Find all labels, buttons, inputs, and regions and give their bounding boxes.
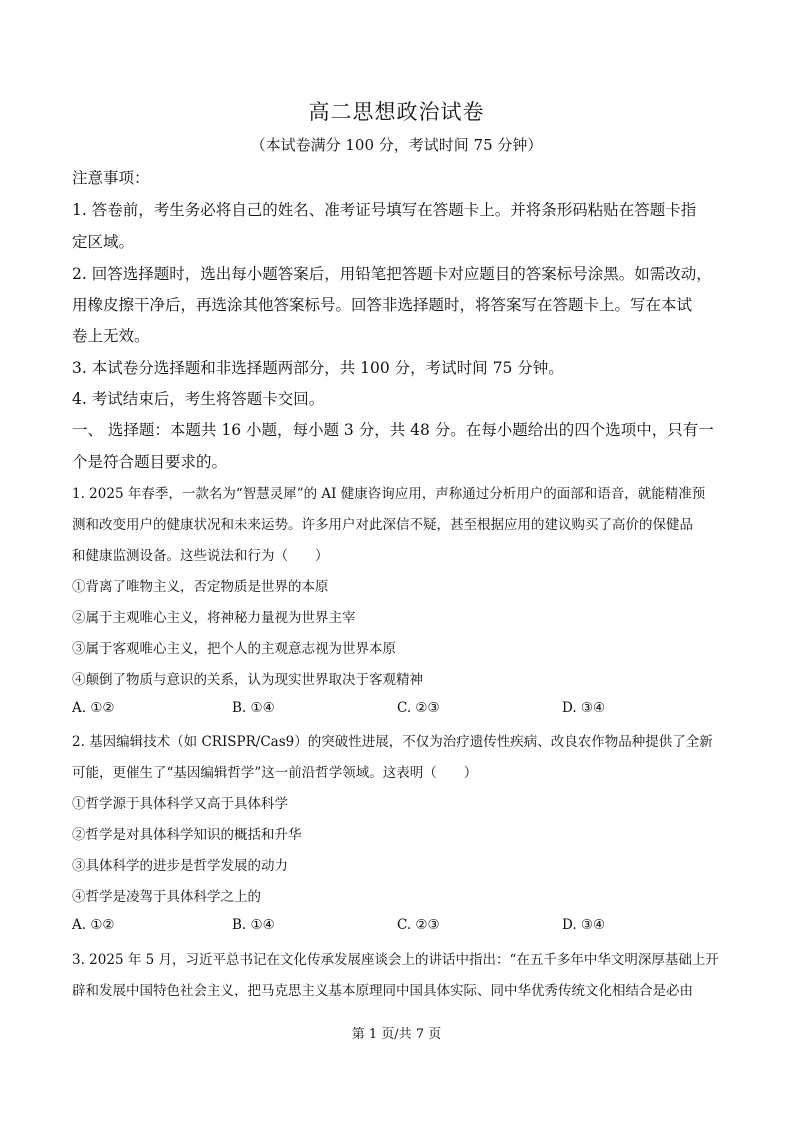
option-a: A. ①② (72, 917, 115, 933)
option-c: C. ②③ (397, 917, 440, 933)
question-2-item: ①哲学源于具体科学又高于具体科学 (72, 796, 288, 812)
question-2-stem: 可能，更催生了“基因编辑哲学”这一前沿哲学领域。这表明（ ） (72, 765, 478, 781)
notice-heading: 注意事项： (72, 169, 150, 187)
question-1-item: ②属于主观唯心主义，将神秘力量视为世界主宰 (72, 610, 356, 626)
question-1-item: ①背离了唯物主义，否定物质是世界的本原 (72, 579, 329, 595)
question-3-stem: 辟和发展中国特色社会主义，把马克思主义基本原理同中国具体实际、同中华优秀传统文化相结合是必由 (72, 983, 693, 999)
question-2-options (72, 917, 732, 937)
notice-line: 1. 答卷前，考生务必将自己的姓名、准考证号填写在答题卡上。并将条形码粘贴在答题卡指 (72, 201, 697, 219)
question-2-item: ③具体科学的进步是哲学发展的动力 (72, 858, 288, 874)
option-a: A. ①② (72, 700, 115, 716)
notice-line: 卷上无效。 (72, 327, 150, 345)
section-heading: 一、 选择题：本题共 16 小题，每小题 3 分，共 48 分。在每小题给出的四个选项中，只有一 (72, 421, 714, 439)
notice-line: 用橡皮擦干净后，再选涂其他答案标号。回答非选择题时，将答案写在答题卡上。写在本试 (72, 296, 693, 314)
page-title: 高二思想政治试卷 (308, 100, 485, 124)
option-b: B. ①④ (232, 917, 275, 933)
question-2-item: ④哲学是凌驾于具体科学之上的 (72, 889, 261, 905)
notice-line: 4. 考试结束后，考生将答题卡交回。 (72, 390, 325, 408)
page-subtitle: （本试卷满分 100 分，考试时间 75 分钟） (250, 136, 543, 154)
question-2-item: ②哲学是对具体科学知识的概括和升华 (72, 827, 302, 843)
page-number: 第 1 页/共 7 页 (351, 1027, 442, 1042)
option-c: C. ②③ (397, 700, 440, 716)
question-1-stem: 和健康监测设备。这些说法和行为（ ） (72, 548, 329, 564)
option-d: D. ③④ (562, 917, 606, 933)
question-1-stem: 1. 2025 年春季，一款名为“智慧灵犀”的 AI 健康咨询应用，声称通过分析用户的面部和语音，就能精准预 (72, 486, 706, 502)
option-d: D. ③④ (562, 700, 606, 716)
question-1-item: ④颠倒了物质与意识的关系，认为现实世界取决于客观精神 (72, 672, 423, 688)
notice-line: 3. 本试卷分选择题和非选择题两部分，共 100 分，考试时间 75 分钟。 (72, 359, 564, 377)
question-2-stem: 2. 基因编辑技术（如 CRISPR/Cas9）的突破性进展，不仅为治疗遗传性疾病、改良农作物品种提供了全新 (72, 734, 713, 750)
question-3-stem: 3. 2025 年 5 月，习近平总书记在文化传承发展座谈会上的讲话中指出：“在五千多年中华文明深厚基础上开 (72, 952, 719, 968)
notice-line: 定区域。 (72, 233, 135, 251)
section-heading-cont: 个是符合题目要求的。 (72, 453, 228, 471)
option-b: B. ①④ (232, 700, 275, 716)
question-1-options (72, 700, 732, 720)
question-1-item: ③属于客观唯心主义，把个人的主观意志视为世界本原 (72, 641, 396, 657)
question-1-stem: 测和改变用户的健康状况和未来运势。许多用户对此深信不疑，甚至根据应用的建议购买了高价的保健品 (72, 517, 693, 533)
notice-line: 2. 回答选择题时，选出每小题答案后，用铅笔把答题卡对应题目的答案标号涂黑。如需改动， (72, 265, 712, 283)
